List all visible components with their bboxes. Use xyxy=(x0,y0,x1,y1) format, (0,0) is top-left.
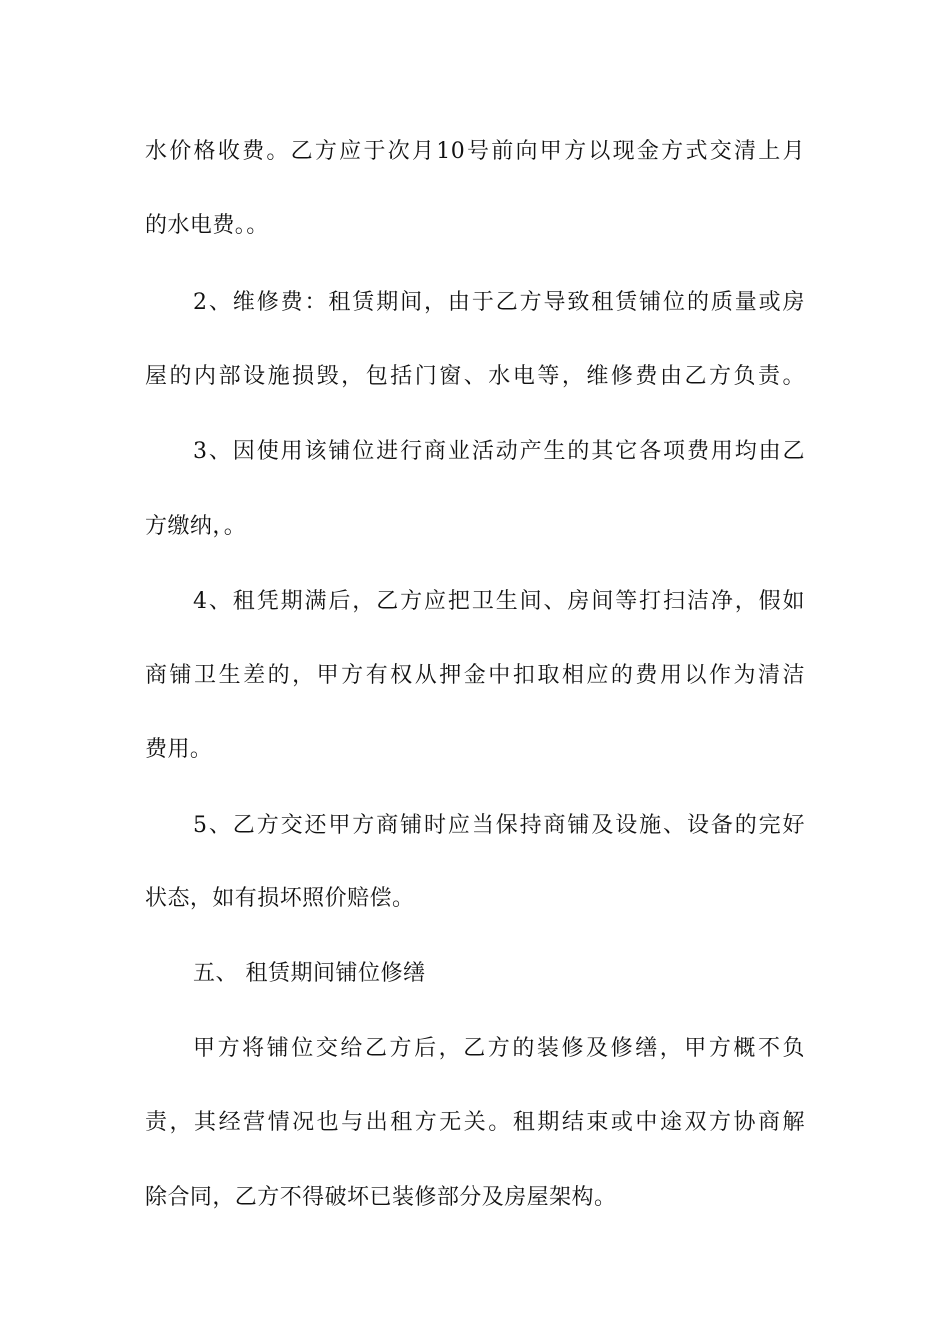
paragraph-section-5: 甲方将铺位交给乙方后，乙方的装修及修缮，甲方概不负 xyxy=(193,1036,805,1061)
section-heading: 五、 租赁期间铺位修缮 xyxy=(193,961,426,986)
text-line: 商铺卫生差的，甲方有权从押金中扣取相应的费用以作为清洁 xyxy=(145,663,805,688)
text-line: 责，其经营情况也与出租方无关。租期结束或中途双方协商解 xyxy=(145,1110,805,1135)
text-line: 状态，如有损坏照价赔偿。 xyxy=(145,886,415,911)
paragraph-item-3: 3、因使用该铺位进行商业活动产生的其它各项费用均由乙 xyxy=(193,439,805,464)
paragraph-item-5: 5、乙方交还甲方商铺时应当保持商铺及设施、设备的完好 xyxy=(193,813,805,838)
text-line: 方缴纳，。 xyxy=(145,514,247,539)
text-line: 屋的内部设施损毁，包括门窗、水电等，维修费由乙方负责。 xyxy=(145,364,805,389)
text-line: 的水电费。。 xyxy=(145,213,269,238)
text-line: 水价格收费。乙方应于次月10号前向甲方以现金方式交清上月 xyxy=(145,139,805,164)
paragraph-item-4: 4、租凭期满后，乙方应把卫生间、房间等打扫洁净，假如 xyxy=(193,589,805,614)
text-line: 除合同，乙方不得破坏已装修部分及房屋架构。 xyxy=(145,1185,617,1210)
text-line: 费用。 xyxy=(145,737,213,762)
paragraph-item-2: 2、维修费：租赁期间，由于乙方导致租赁铺位的质量或房 xyxy=(193,290,805,315)
